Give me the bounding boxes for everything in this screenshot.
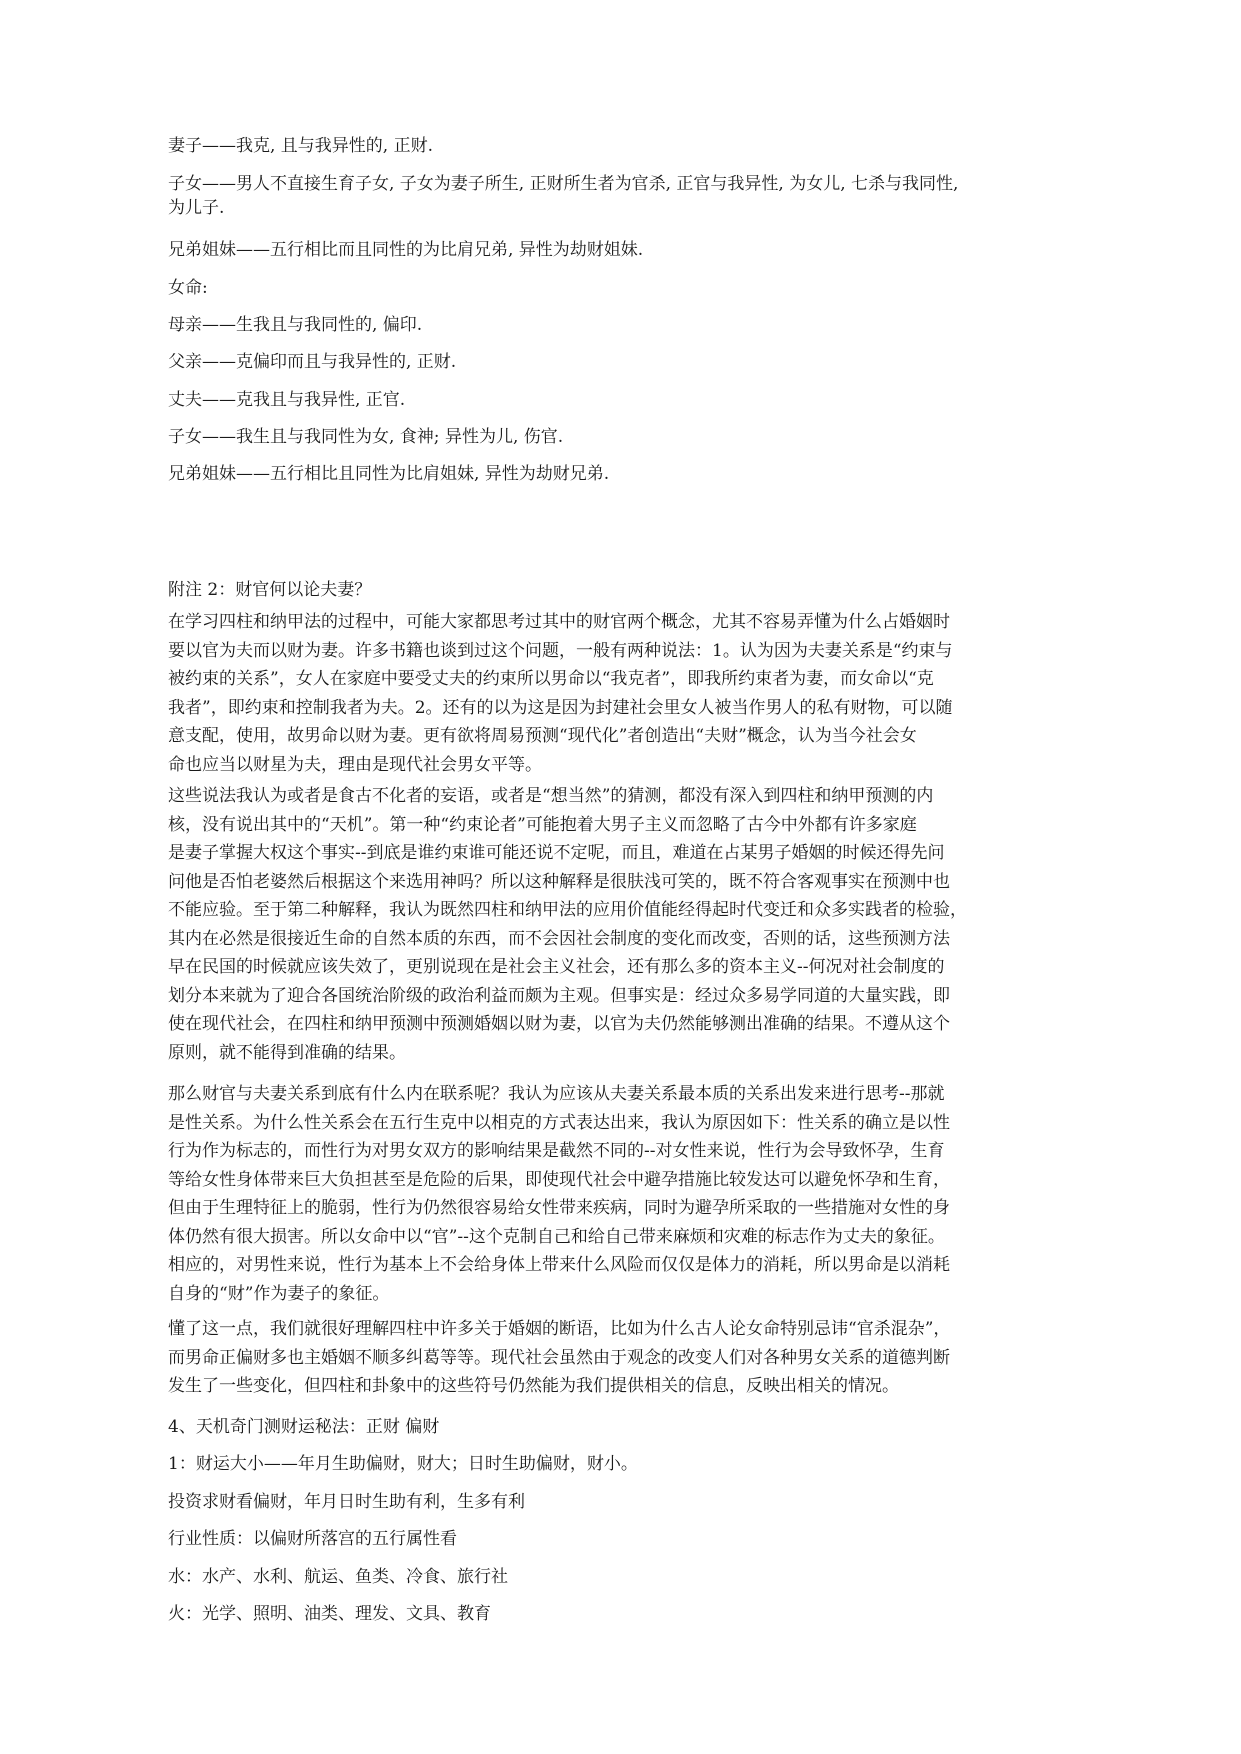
section4-line-1 <box>168 1452 1128 1476</box>
male-wife-line <box>168 134 1128 158</box>
text-line: 兄弟姐妹——五行相比且同性为比肩姐妹, 异性为劫财兄弟. <box>168 464 610 484</box>
text-line: 等给女性身体带来巨大负担甚至是危险的后果，即使现代社会中避孕措施比较发达可以避免怀孕和生育， <box>168 1169 950 1190</box>
heading-text: 附注 2：财官何以论夫妻？ <box>168 580 372 600</box>
text-line: 投资求财看偏财，年月日时生助有利，生多有利 <box>168 1492 525 1512</box>
text-line: 子女——我生且与我同性为女, 食神; 异性为儿, 伤官. <box>168 427 564 447</box>
appendix-paragraph-3 <box>168 1080 1128 1308</box>
text-line: 原则，就不能得到准确的结果。 <box>168 1042 406 1063</box>
text-line: 其内在必然是很接近生命的自然本质的东西，而不会因社会制度的变化而改变，否则的话，这些预测方法 <box>168 928 950 949</box>
female-siblings-line <box>168 462 1128 486</box>
text-line: 被约束的关系”，女人在家庭中要受丈夫的约束所以男命以“我克者”，即我所约束者为妻，而女命以“克 <box>168 669 934 689</box>
heading-text: 4、天机奇门测财运秘法：正财 偏财 <box>168 1417 440 1437</box>
section4-line-fire <box>168 1602 1128 1626</box>
text-line: 女命: <box>168 278 208 298</box>
text-line: 行为作为标志的，而性行为对男女双方的影响结果是截然不同的--对女性来说，性行为会导致怀孕，生育 <box>168 1141 945 1161</box>
text-line: 而男命正偏财多也主婚姻不顺多纠葛等等。现代社会虽然由于观念的改变人们对各种男女关系的道德判断 <box>168 1347 950 1368</box>
text-line: 火：光学、照明、油类、理发、文具、教育 <box>168 1604 491 1624</box>
text-line: 水：水产、水利、航运、鱼类、冷食、旅行社 <box>168 1567 508 1587</box>
text-line: 丈夫——克我且与我异性, 正官. <box>168 390 406 410</box>
text-line: 使在现代社会，在四柱和纳甲预测中预测婚姻以财为妻，以官为夫仍然能够测出准确的结果。不遵从这个 <box>168 1014 950 1034</box>
text-line: 1：财运大小——年月生助偏财，财大；日时生助偏财，财小。 <box>168 1454 638 1474</box>
text-line: 但由于生理特征上的脆弱，性行为仍然很容易给女性带来疾病，同时为避孕所采取的一些措施对女性的身 <box>168 1198 950 1218</box>
appendix-paragraph-1 <box>168 608 1128 779</box>
female-heading <box>168 276 1128 300</box>
section4-line-3 <box>168 1527 1128 1551</box>
text-line: 意支配，使用，故男命以财为妻。更有欲将周易预测“现代化”者创造出“夫财”概念，认为当今社会女 <box>168 726 917 746</box>
text-line: 相应的，对男性来说，性行为基本上不会给身体上带来什么风险而仅仅是体力的消耗，所以男命是以消耗 <box>168 1255 950 1275</box>
male-siblings-line <box>168 238 1128 262</box>
text-line: 懂了这一点，我们就很好理解四柱中许多关于婚姻的断语，比如为什么古人论女命特别忌讳“官杀混杂”， <box>168 1319 951 1339</box>
text-line: 在学习四柱和纳甲法的过程中，可能大家都思考过其中的财官两个概念，尤其不容易弄懂为什么占婚姻时 <box>168 612 950 632</box>
female-children-line <box>168 425 1128 449</box>
text-line: 这些说法我认为或者是食古不化者的妄语，或者是“想当然”的猜测，都没有深入到四柱和纳甲预测的内 <box>168 786 934 806</box>
text-line: 自身的“财”作为妻子的象征。 <box>168 1283 390 1304</box>
text-line: 核，没有说出其中的“天机”。第一种“约束论者”可能抱着大男子主义而忽略了古今中外都有许多家庭 <box>168 814 917 835</box>
appendix-paragraph-4 <box>168 1315 1128 1401</box>
text-line: 是性关系。为什么性关系会在五行生克中以相克的方式表达出来，我认为原因如下：性关系的确立是以性 <box>168 1112 950 1133</box>
text-line: 划分本来就为了迎合各国统治阶级的政治利益而颇为主观。但事实是：经过众多易学同道的大量实践，即 <box>168 985 950 1006</box>
appendix-paragraph-2 <box>168 782 1128 1067</box>
text-line: 母亲——生我且与我同性的, 偏印. <box>168 315 423 335</box>
text-line: 那么财官与夫妻关系到底有什么内在联系呢？我认为应该从夫妻关系最本质的关系出发来进行思考--那就 <box>168 1084 945 1104</box>
section4-line-water <box>168 1565 1128 1589</box>
male-children-line <box>168 172 1128 220</box>
text-line: 早在民国的时候就应该失效了，更别说现在是社会主义社会，还有那么多的资本主义--何况对社会制度的 <box>168 957 945 977</box>
text-line: 为儿子. <box>168 198 225 218</box>
text-line: 问他是否怕老婆然后根据这个来选用神吗？所以这种解释是很肤浅可笑的，既不符合客观事实在预测中也 <box>168 871 950 892</box>
text-line: 发生了一些变化，但四柱和卦象中的这些符号仍然能为我们提供相关的信息，反映出相关的情况。 <box>168 1376 899 1396</box>
text-line: 父亲——克偏印而且与我异性的, 正财. <box>168 352 457 372</box>
appendix-title <box>168 578 1128 602</box>
section4-line-2 <box>168 1490 1128 1514</box>
female-mother-line <box>168 313 1128 337</box>
text-line: 要以官为夫而以财为妻。许多书籍也谈到过这个问题，一般有两种说法：1。认为因为夫妻关系是“约束与 <box>168 640 953 661</box>
text-line: 我者”，即约束和控制我者为夫。2。还有的以为这是因为封建社会里女人被当作男人的私有财物，可以随 <box>168 697 953 718</box>
text-line: 妻子——我克, 且与我异性的, 正财. <box>168 136 434 156</box>
text-line: 不能应验。至于第二种解释，我认为既然四柱和纳甲法的应用价值能经得起时代变迁和众多实践者的检验， <box>168 900 967 920</box>
section4-heading <box>168 1415 1128 1439</box>
female-father-line <box>168 350 1128 374</box>
text-line: 兄弟姐妹——五行相比而且同性的为比肩兄弟, 异性为劫财姐妹. <box>168 240 644 260</box>
text-line: 是妻子掌握大权这个事实--到底是谁约束谁可能还说不定呢，而且，难道在占某男子婚姻的时候还得先问 <box>168 843 945 863</box>
text-line: 子女——男人不直接生育子女, 子女为妻子所生, 正财所生者为官杀, 正官与我异性, 为女儿, 七杀与我同性, <box>168 174 959 194</box>
female-husband-line <box>168 388 1128 412</box>
text-line: 命也应当以财星为夫，理由是现代社会男女平等。 <box>168 754 542 775</box>
text-line: 行业性质：以偏财所落宫的五行属性看 <box>168 1529 457 1549</box>
text-line: 体仍然有很大损害。所以女命中以“官”--这个克制自己和给自己带来麻烦和灾难的标志作为丈夫的象征。 <box>168 1226 945 1247</box>
